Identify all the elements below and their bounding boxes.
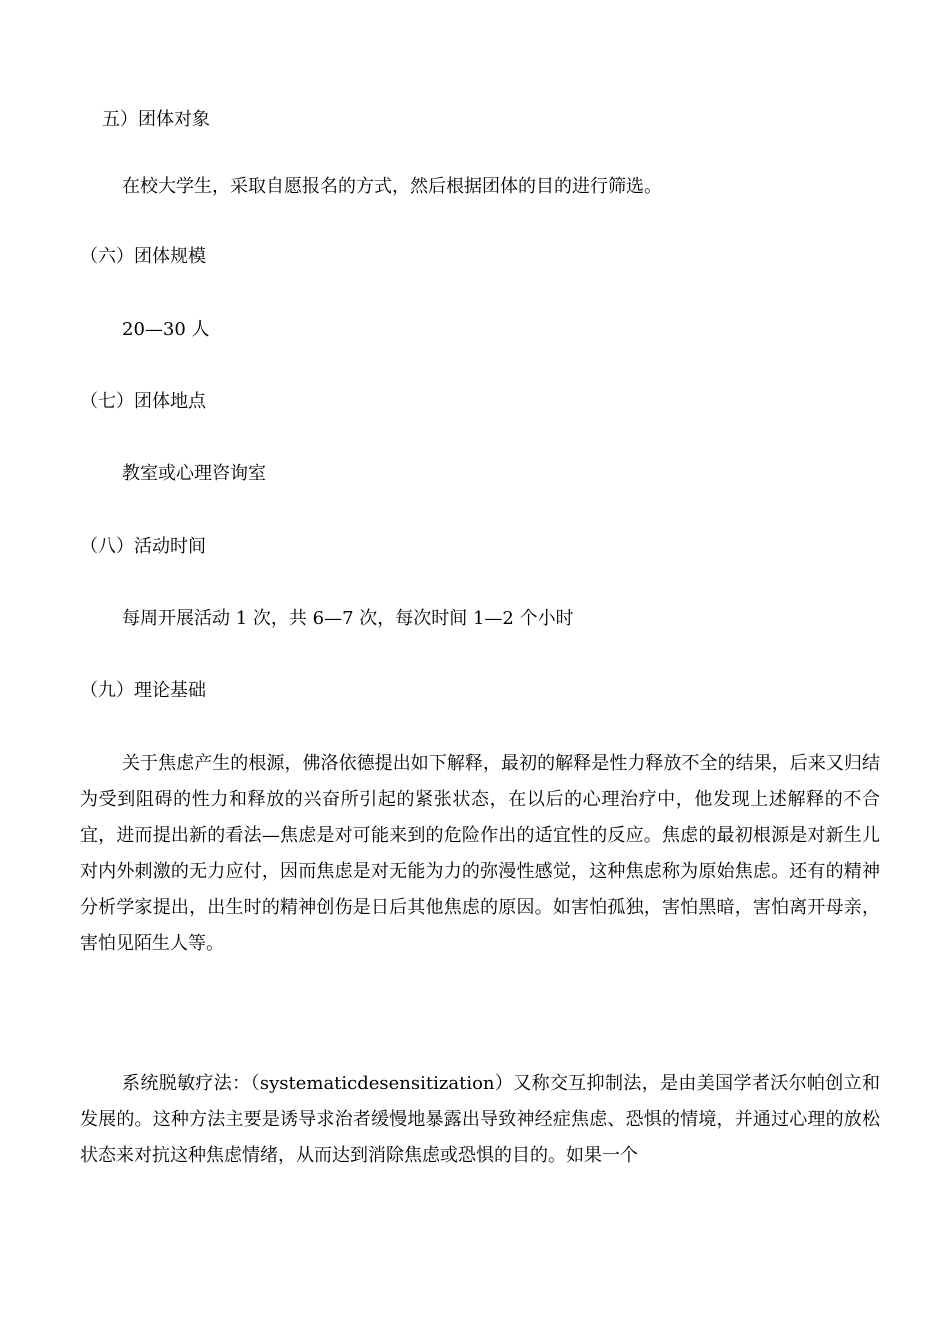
section-heading-7: （七）团体地点 bbox=[80, 391, 206, 412]
section-body-7: 教室或心理咨询室 bbox=[122, 463, 266, 484]
section-heading-6: （六）团体规模 bbox=[80, 246, 206, 267]
section-body-8: 每周开展活动 1 次，共 6—7 次，每次时间 1—2 个小时 bbox=[122, 608, 574, 629]
section-body-5: 在校大学生，采取自愿报名的方式，然后根据团体的目的进行筛选。 bbox=[122, 176, 662, 197]
section-heading-8: （八）活动时间 bbox=[80, 536, 206, 557]
section-heading-5: 五）团体对象 bbox=[102, 109, 210, 130]
section-heading-9: （九）理论基础 bbox=[80, 680, 206, 701]
paragraph-anxiety-origin: 关于焦虑产生的根源，佛洛依德提出如下解释，最初的解释是性力释放不全的结果，后来又归结为受到阻碍的性力和释放的兴奋所引起的紧张状态，在以后的心理治疗中，他发现上述解释的不合宜，进而提出新的看法—焦虑是对可能来到的危险作出的适宜性的反应。焦虑的最初根源是对新生儿对内外刺激的无力应付，因而焦虑是对无能为力的弥漫性感觉，这种焦虑称为原始焦虑。还有的精神分析学家提出，出生时的精神创伤是日后其他焦虑的原因。如害怕孤独，害怕黑暗，害怕离开母亲，害怕见陌生人等。 bbox=[80, 753, 880, 954]
section-body-6: 20—30 人 bbox=[122, 319, 210, 340]
paragraph-systematic-desensitization: 系统脱敏疗法：（systematicdesensitization）又称交互抑制法，是由美国学者沃尔帕创立和发展的。这种方法主要是诱导求治者缓慢地暴露出导致神经症焦虑、恐惧的情境，并通过心理的放松状态来对抗这种焦虑情绪，从而达到消除焦虑或恐惧的目的。如果一个 bbox=[80, 1073, 880, 1166]
